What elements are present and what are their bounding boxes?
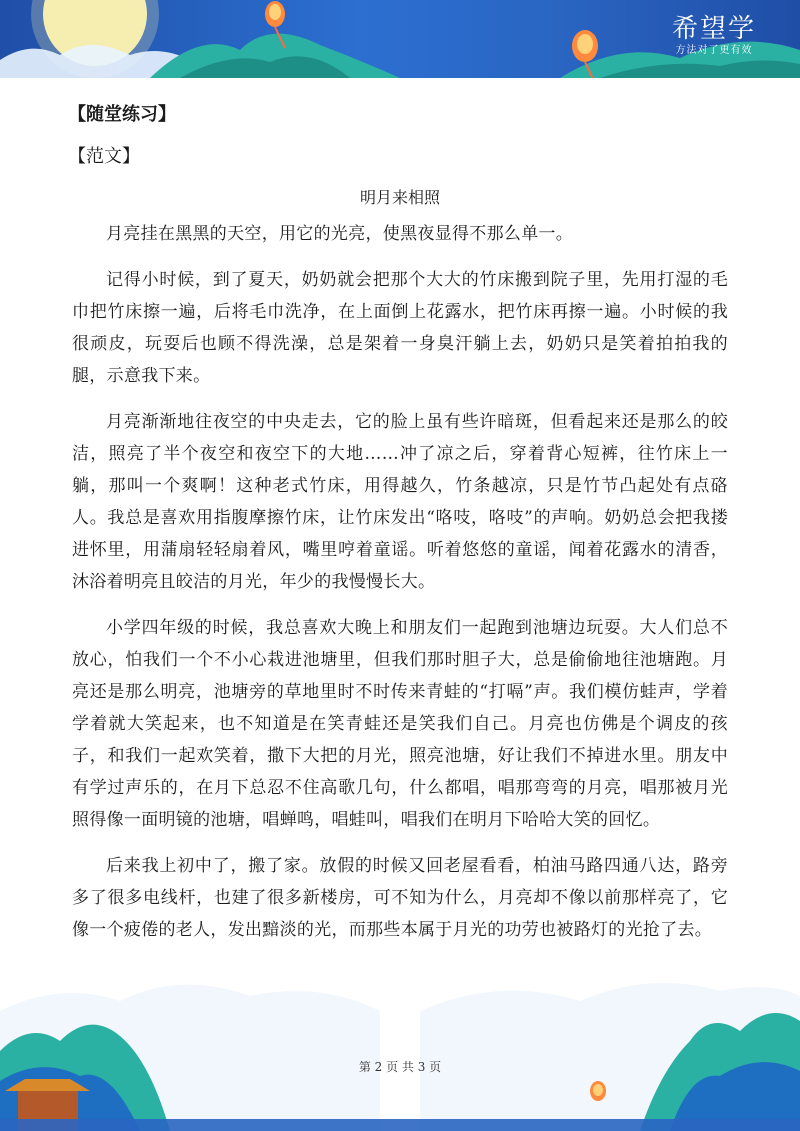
- footer-illustration: [0, 941, 800, 1131]
- brand-tagline: 方法对了更有效: [675, 45, 753, 56]
- paragraph: 月亮挂在黑黑的天空，用它的光亮，使黑夜显得不那么单一。: [106, 224, 574, 244]
- sample-label: 【范文】: [68, 146, 140, 167]
- lantern-icon: [590, 1081, 606, 1101]
- document-body: [68, 100, 728, 960]
- essay-title: 明月来相照: [359, 188, 440, 207]
- paragraph: 记得小时候，到了夏天，奶奶就会把那个大大的竹床搬到院子里，先用打湿的毛巾把竹床擦一遍，后将毛巾洗净，在上面倒上花露水，把竹床再擦一遍。小时候的我很顽皮，玩耍后也顾不得洗澡，总是架着一身臭汗躺上去，奶奶只是笑着拍拍我的腿，示意我下来。: [72, 270, 728, 386]
- brand-name: 希望学: [671, 14, 756, 44]
- paragraph: 后来我上初中了，搬了家。放假的时候又回老屋看看，柏油马路四通八达，路旁多了很多电线杆，也建了很多新楼房，可不知为什么，月亮却不像以前那样亮了，它像一个疲倦的老人，发出黯淡的光，而那些本属于月光的功劳也被路灯的光抢了去。: [72, 856, 728, 940]
- page-number: 第 2 页 共 3 页: [358, 1060, 442, 1074]
- header-banner: [0, 0, 800, 78]
- brand-logo: [672, 14, 756, 58]
- paragraph: 小学四年级的时候，我总喜欢大晚上和朋友们一起跑到池塘边玩耍。大人们总不放心，怕我们一个不小心栽进池塘里，但我们那时胆子大，总是偷偷地往池塘跑。月亮还是那么明亮，池塘旁的草地里时不时传来青蛙的“打嗝”声。我们模仿蛙声，学着学着就大笑起来，也不知道是在笑青蛙还是笑我们自己。月亮也仿佛是个调皮的孩子，和我们一起欢笑着，撒下大把的月光，照亮池塘，好让我们不掉进水里。朋友中有学过声乐的，在月下总忍不住高歌几句，什么都唱，唱那弯弯的月亮，唱那被月光照得像一面明镜的池塘，唱蝉鸣，唱蛙叫，唱我们在明月下哈哈大笑的回忆。: [72, 618, 728, 830]
- paragraph: 月亮渐渐地往夜空的中央走去，它的脸上虽有些许暗斑，但看起来还是那么的皎洁，照亮了半个夜空和夜空下的大地……冲了凉之后，穿着背心短裤，往竹床上一躺，那叫一个爽啊！这种老式竹床，用得越久，竹条越凉，只是竹节凸起处有点硌人。我总是喜欢用指腹摩擦竹床，让竹床发出“咯吱，咯吱”的声响。奶奶总会把我搂进怀里，用蒲扇轻轻扇着风，嘴里哼着童谣。听着悠悠的童谣，闻着花露水的清香，沐浴着明亮且皎洁的月光，年少的我慢慢长大。: [72, 412, 728, 592]
- section-label: 【随堂练习】: [68, 104, 176, 125]
